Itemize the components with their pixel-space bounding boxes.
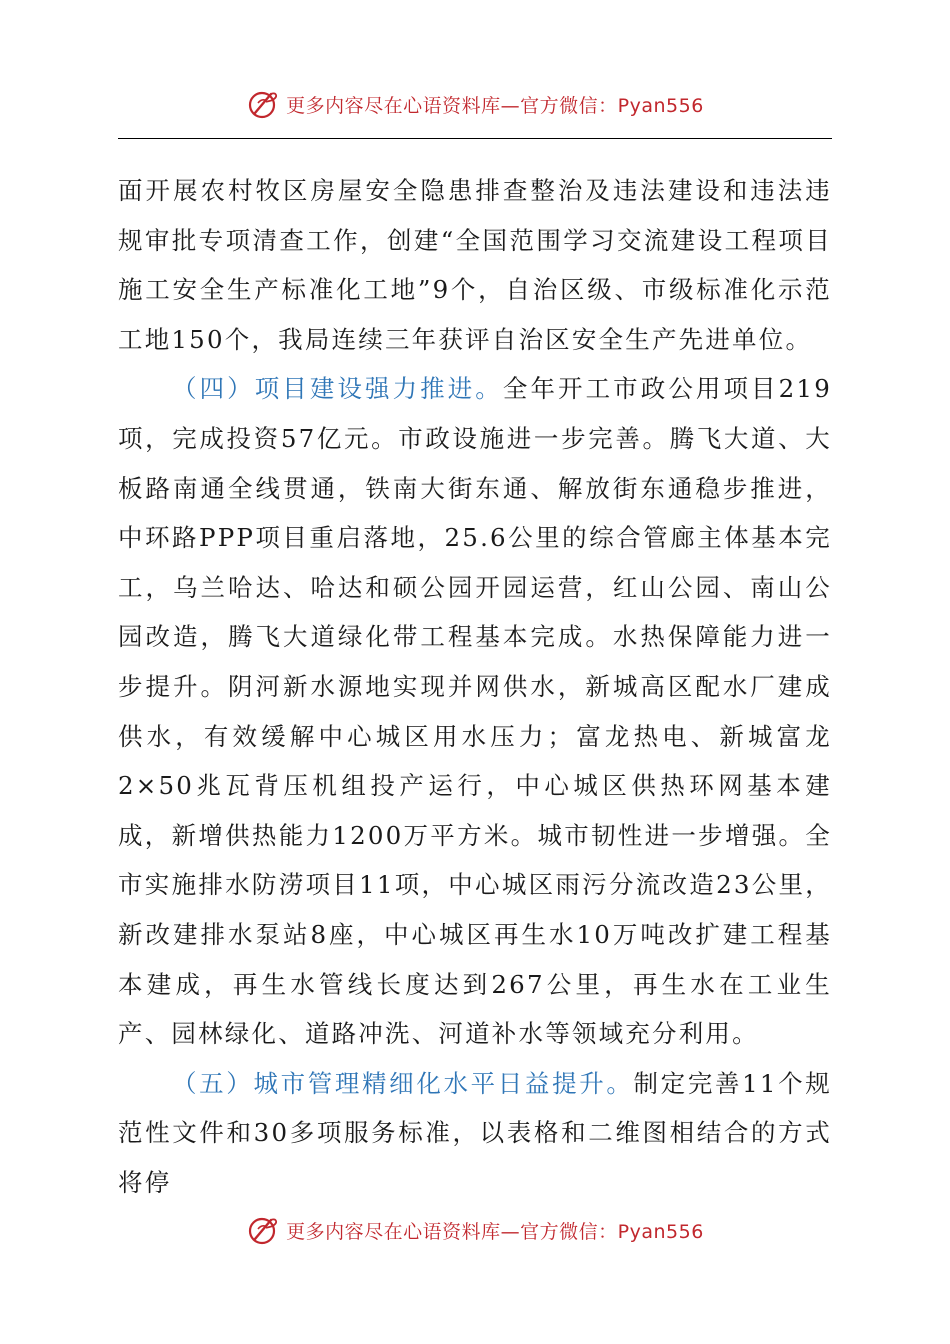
footer-banner-text: 更多内容尽在心语资料库—官方微信：Pyan556 [286,1220,704,1243]
header-divider [118,138,832,139]
paragraph-section-5 [118,1059,832,1208]
footer-banner [0,1208,950,1252]
quill-pen-circle-icon [246,1213,280,1247]
document-body [118,166,832,1207]
section-4-text: 全年开工市政公用项目219项，完成投资57亿元。市政设施进一步完善。腾飞大道、大板路南通全线贯通，铁南大街东通、解放街东通稳步推进，中环路PPP项目重启落地，25.6公里的综合管廊主体基本完工，乌兰哈达、哈达和硕公园开园运营，红山公园、南山公园改造，腾飞大道绿化带工程基本完成。水热保障能力进一步提升。阴河新水源地实现并网供水，新城高区配水厂建成供水，有效缓解中心城区用水压力；富龙热电、新城富龙2×50兆瓦背压机组投产运行，中心城区供热环网基本建成，新增供热能力1200万平方米。城市韧性进一步增强。全市实施排水防涝项目11项，中心城区雨污分流改造23公里，新改建排水泵站8座，中心城区再生水10万吨改扩建工程基本建成，再生水管线长度达到267公里，再生水在工业生产、园林绿化、道路冲洗、河道补水等领域充分利用。 [118,374,832,1049]
paragraph-continued: 面开展农村牧区房屋安全隐患排查整治及违法建设和违法违规审批专项清查工作，创建“全国范围学习交流建设工程项目施工安全生产标准化工地”9个，自治区级、市级标准化示范工地150个，我局连续三年获评自治区安全生产先进单位。 [118,176,832,354]
section-5-text: 制定完善11个规范性文件和30多项服务标准，以表格和二维图相结合的方式将停 [118,1068,832,1197]
quill-pen-circle-icon [246,87,280,121]
header-banner-text: 更多内容尽在心语资料库—官方微信：Pyan556 [286,94,704,117]
section-4-heading: （四）项目建设强力推进。 [172,374,503,404]
paragraph-section-4 [118,364,832,1058]
header-banner [0,82,950,126]
section-5-heading: （五）城市管理精细化水平日益提升。 [172,1068,634,1098]
